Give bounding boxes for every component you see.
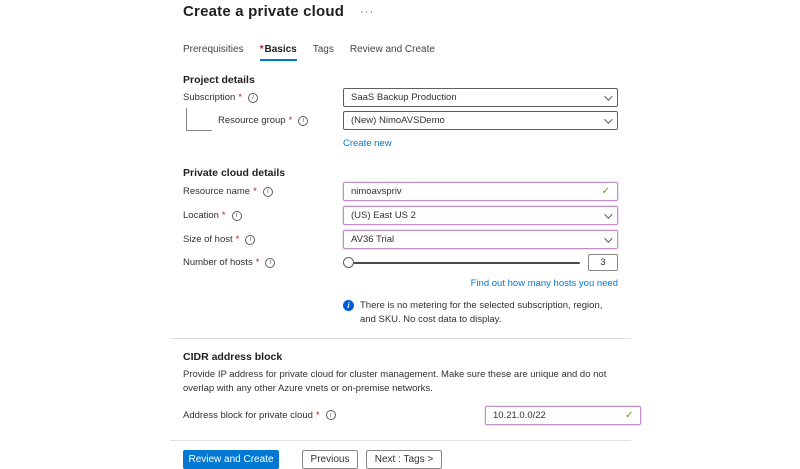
footer-buttons — [183, 450, 618, 469]
required-marker: * — [255, 257, 260, 268]
resource-name-field-wrap — [343, 182, 618, 201]
wizard-tabs — [183, 44, 618, 61]
address-block-row — [183, 406, 634, 425]
info-icon[interactable]: i — [265, 258, 275, 268]
chevron-down-icon — [604, 210, 612, 218]
hosts-needed-link[interactable]: Find out how many hosts you need — [470, 278, 618, 289]
info-badge-icon: i — [343, 300, 354, 311]
page-header — [183, 3, 618, 20]
tab-basics[interactable]: *Basics — [260, 44, 297, 61]
required-marker: * — [238, 92, 242, 103]
metering-info-text: There is no metering for the selected subscription, region, and SKU. No cost data to display. — [360, 300, 603, 325]
required-marker: * — [221, 210, 226, 221]
section-divider — [170, 338, 631, 339]
location-row — [183, 206, 618, 225]
location-label: Location * i — [183, 210, 343, 221]
more-options-icon[interactable]: ··· — [360, 5, 375, 18]
valid-check-icon: ✓ — [625, 409, 634, 421]
resource-name-row — [183, 182, 618, 201]
required-marker: * — [253, 186, 257, 197]
resource-group-row — [183, 111, 618, 130]
metering-info-note — [343, 299, 618, 327]
size-of-host-label: Size of host * i — [183, 234, 343, 245]
valid-check-icon: ✓ — [601, 186, 610, 197]
create-new-link[interactable]: Create new — [343, 138, 392, 149]
slider-track — [343, 262, 580, 264]
info-icon[interactable]: i — [298, 116, 308, 126]
info-icon[interactable]: i — [232, 211, 242, 221]
size-of-host-dropdown[interactable]: AV36 Trial — [343, 230, 618, 249]
address-block-input[interactable] — [493, 407, 625, 424]
chevron-down-icon — [604, 234, 612, 242]
number-of-hosts-value-box[interactable]: 3 — [588, 254, 618, 271]
required-marker: * — [259, 44, 264, 55]
tab-tags[interactable]: Tags — [312, 44, 334, 55]
address-block-label: Address block for private cloud * i — [183, 410, 485, 421]
required-marker: * — [288, 115, 293, 126]
review-and-create-button[interactable]: Review and Create — [183, 450, 279, 469]
footer-divider — [170, 440, 631, 441]
info-icon[interactable]: i — [248, 93, 258, 103]
resource-group-label: Resource group * i — [183, 115, 343, 126]
info-icon[interactable]: i — [263, 187, 273, 197]
number-of-hosts-control — [343, 254, 618, 271]
subscription-row — [183, 88, 618, 107]
project-details-heading: Project details — [183, 74, 255, 86]
tab-prerequisities[interactable]: Prerequisities — [183, 44, 244, 55]
private-cloud-details-heading: Private cloud details — [183, 167, 286, 179]
resource-group-elbow-connector — [186, 108, 212, 131]
subscription-dropdown[interactable]: SaaS Backup Production — [343, 88, 618, 107]
chevron-down-icon — [604, 115, 612, 123]
required-marker: * — [235, 234, 240, 245]
resource-name-label: Resource name * i — [183, 186, 343, 197]
address-block-field-wrap — [485, 406, 641, 425]
resource-group-dropdown[interactable]: (New) NimoAVSDemo — [343, 111, 618, 130]
slider-handle[interactable] — [343, 257, 354, 268]
page-title: Create a private cloud — [183, 3, 345, 20]
number-of-hosts-slider[interactable] — [343, 257, 580, 269]
location-dropdown[interactable]: (US) East US 2 — [343, 206, 618, 225]
number-of-hosts-label: Number of hosts * i — [183, 257, 343, 268]
required-marker: * — [315, 409, 320, 421]
info-icon[interactable]: i — [326, 410, 336, 420]
previous-button[interactable]: Previous — [302, 450, 358, 469]
subscription-label: Subscription * i — [183, 92, 343, 103]
size-of-host-row — [183, 230, 618, 249]
number-of-hosts-row — [183, 254, 618, 271]
cidr-heading: CIDR address block — [183, 350, 283, 363]
tab-review-and-create[interactable]: Review and Create — [349, 44, 435, 55]
info-icon[interactable]: i — [245, 235, 255, 245]
chevron-down-icon — [604, 92, 612, 100]
next-tags-button[interactable]: Next : Tags > — [366, 450, 442, 469]
cidr-description: Provide IP address for private cloud for cluster management. Make sure these are unique and do not overlap with any other Azure vnets or on-premise networks. — [183, 368, 607, 395]
resource-name-input[interactable] — [351, 183, 602, 200]
